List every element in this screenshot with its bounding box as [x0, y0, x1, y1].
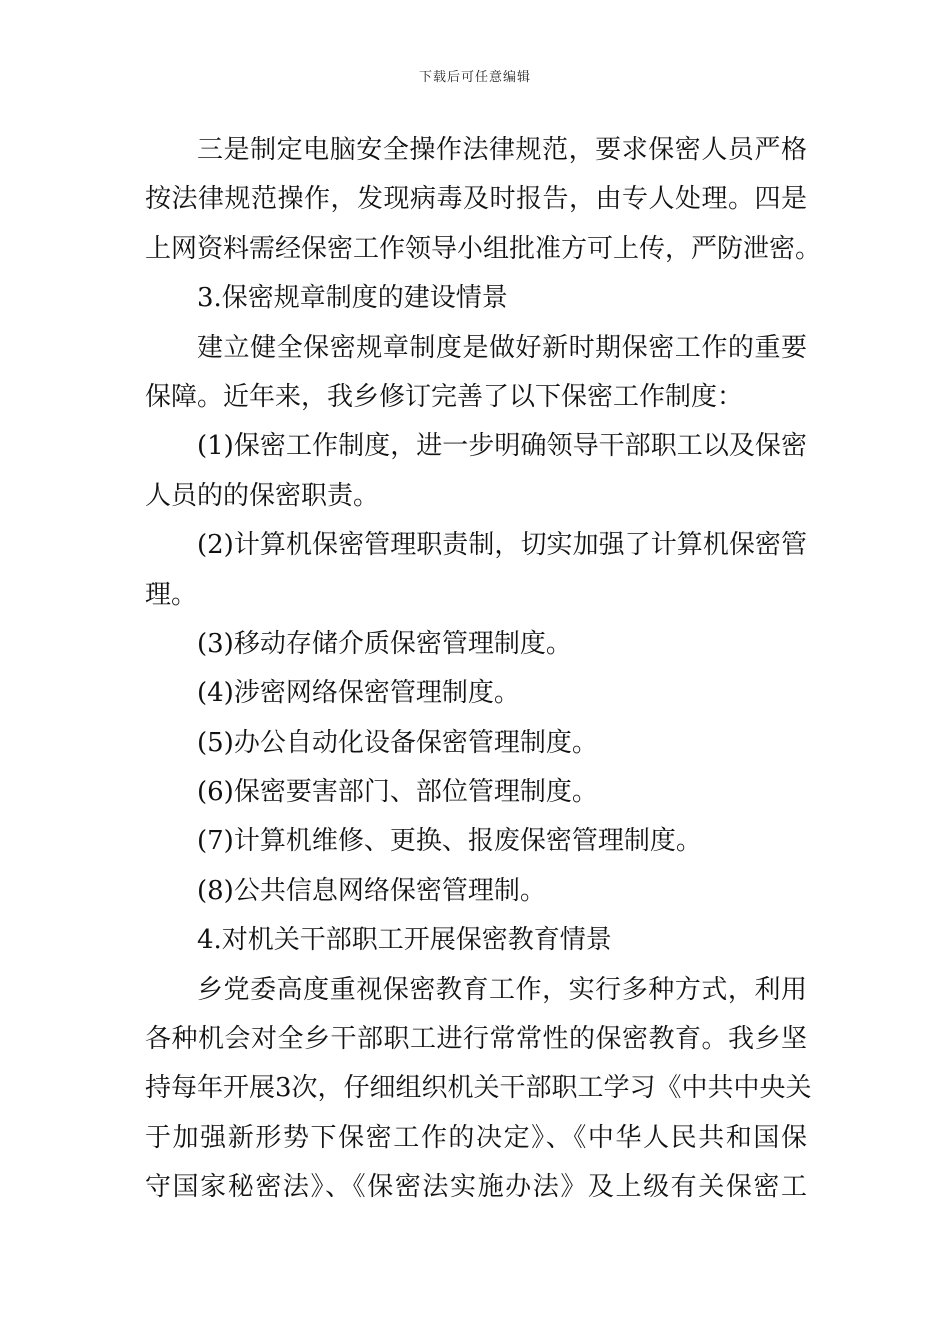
text-line: 乡党委高度重视保密教育工作，实行多种方式，利用 — [197, 974, 807, 1005]
text-line: (3)移动存储介质保密管理制度。 — [197, 628, 572, 659]
text-line: 保障。近年来，我乡修订完善了以下保密工作制度： — [145, 381, 744, 412]
text-line: 理。 — [145, 579, 198, 610]
text-line: (5)办公自动化设备保密管理制度。 — [197, 727, 598, 758]
text-line: 三是制定电脑安全操作法律规范，要求保密人员严格 — [197, 135, 807, 165]
text-line: 按法律规范操作，发现病毒及时报告，由专人处理。四是 — [145, 184, 807, 215]
text-line: 人员的的保密职责。 — [145, 480, 380, 511]
text-line: 4.对机关干部职工开展保密教育情景 — [197, 925, 612, 956]
text-line: 各种机会对全乡干部职工进行常常性的保密教育。我乡坚 — [145, 1024, 807, 1055]
text-line: (4)涉密网络保密管理制度。 — [197, 678, 520, 709]
text-line: 持每年开展3次，仔细组织机关干部职工学习《中共中央关 — [145, 1073, 812, 1104]
text-line: 上网资料需经保密工作领导小组批准方可上传，严防泄密。 — [145, 233, 822, 264]
text-line: (8)公共信息网络保密管理制。 — [197, 875, 546, 906]
text-line: 于加强新形势下保密工作的决定》、《中华人民共和国保 — [145, 1122, 807, 1153]
page-header-note: 下载后可任意编辑 — [418, 70, 531, 85]
text-line: (1)保密工作制度，进一步明确领导干部职工以及保密 — [197, 431, 807, 462]
text-line: 建立健全保密规章制度是做好新时期保密工作的重要 — [197, 332, 807, 363]
document-body — [145, 126, 822, 1213]
text-line: 守国家秘密法》、《保密法实施办法》及上级有关保密工 — [145, 1172, 807, 1203]
text-line: (2)计算机保密管理职责制，切实加强了计算机保密管 — [197, 530, 807, 561]
text-line: 3.保密规章制度的建设情景 — [197, 283, 508, 314]
text-line: (7)计算机维修、更换、报废保密管理制度。 — [197, 826, 702, 857]
text-line: (6)保密要害部门、部位管理制度。 — [197, 777, 598, 808]
